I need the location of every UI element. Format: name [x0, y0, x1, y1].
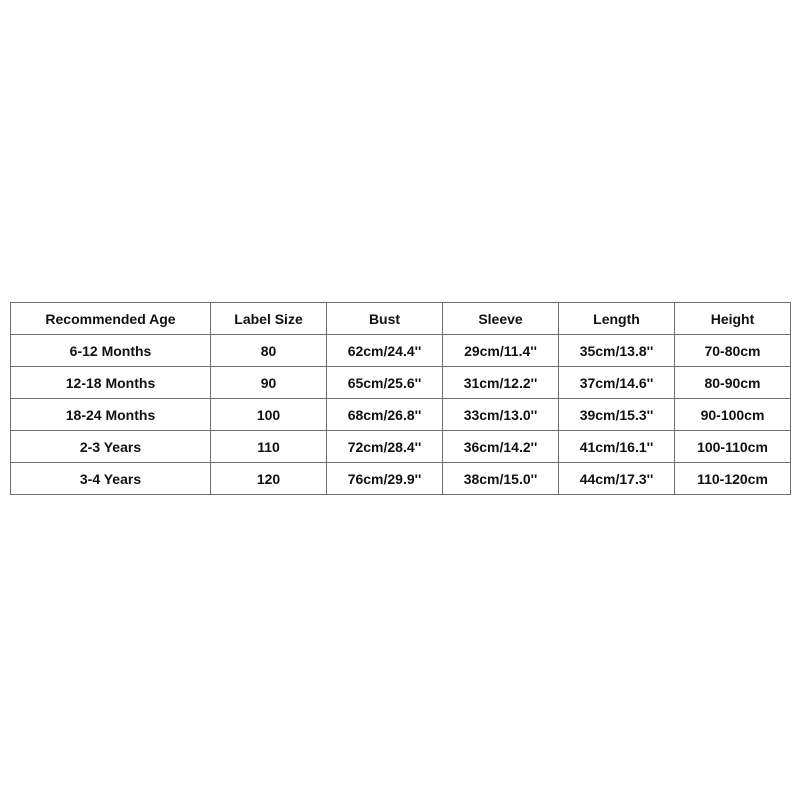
table-row: [11, 431, 791, 463]
cell-age: 12-18 Months: [11, 367, 211, 399]
cell-length: 41cm/16.1'': [559, 431, 675, 463]
table-row: [11, 399, 791, 431]
cell-height: 100-110cm: [675, 431, 791, 463]
cell-height: 80-90cm: [675, 367, 791, 399]
cell-sleeve: 31cm/12.2'': [443, 367, 559, 399]
cell-bust: 72cm/28.4'': [327, 431, 443, 463]
header-bust: Bust: [327, 303, 443, 335]
header-recommended-age: Recommended Age: [11, 303, 211, 335]
cell-label-size: 80: [211, 335, 327, 367]
cell-age: 18-24 Months: [11, 399, 211, 431]
cell-length: 35cm/13.8'': [559, 335, 675, 367]
cell-length: 39cm/15.3'': [559, 399, 675, 431]
cell-height: 110-120cm: [675, 463, 791, 495]
cell-bust: 76cm/29.9'': [327, 463, 443, 495]
cell-sleeve: 29cm/11.4'': [443, 335, 559, 367]
cell-height: 90-100cm: [675, 399, 791, 431]
header-height: Height: [675, 303, 791, 335]
cell-age: 3-4 Years: [11, 463, 211, 495]
cell-label-size: 110: [211, 431, 327, 463]
header-label-size: Label Size: [211, 303, 327, 335]
cell-sleeve: 36cm/14.2'': [443, 431, 559, 463]
cell-sleeve: 33cm/13.0'': [443, 399, 559, 431]
cell-age: 6-12 Months: [11, 335, 211, 367]
cell-length: 37cm/14.6'': [559, 367, 675, 399]
cell-bust: 65cm/25.6'': [327, 367, 443, 399]
table-header-row: [11, 303, 791, 335]
table-row: [11, 463, 791, 495]
cell-label-size: 120: [211, 463, 327, 495]
table-row: [11, 367, 791, 399]
cell-length: 44cm/17.3'': [559, 463, 675, 495]
cell-sleeve: 38cm/15.0'': [443, 463, 559, 495]
cell-label-size: 90: [211, 367, 327, 399]
header-length: Length: [559, 303, 675, 335]
cell-label-size: 100: [211, 399, 327, 431]
cell-bust: 62cm/24.4'': [327, 335, 443, 367]
size-chart-container: [10, 302, 790, 495]
header-sleeve: Sleeve: [443, 303, 559, 335]
cell-age: 2-3 Years: [11, 431, 211, 463]
cell-bust: 68cm/26.8'': [327, 399, 443, 431]
size-chart-table: [10, 302, 791, 495]
table-row: [11, 335, 791, 367]
cell-height: 70-80cm: [675, 335, 791, 367]
